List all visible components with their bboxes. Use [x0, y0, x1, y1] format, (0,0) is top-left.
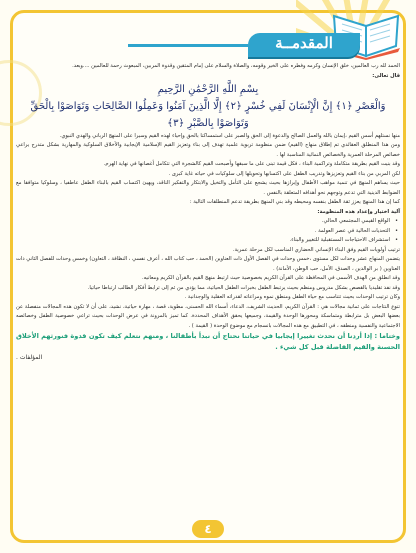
- paragraph: يتضمن المنهاج عشر وحدات لكل مستوى ،خمس وحدات في الفصل الأول ذات العناوين (الحمد ، حب كتاب الله ، أعرف نفسي ، النظافة ، التعاون) وخمس وحدات للفصل الثاني ذات العناوين ( بر الوالدين ، الصدق، الأمل، حب الوطن، الأمانة) .: [16, 256, 400, 272]
- title-underline: [128, 44, 248, 47]
- list-item: • استشراف الاحتياجات المستقبلية للتغيير والبناء.: [16, 236, 390, 246]
- paragraph: ترتيب أولويات القيم وفق البناء الإنساني الحضاري المناسب لكل مرحلة عمرية.: [232, 246, 400, 253]
- list-item: • الواقع القيمي المجتمعي الحالي.: [16, 217, 390, 227]
- basmala: بِسْمِ اللَّهِ الرَّحْمَٰنِ الرَّحِيمِ: [157, 84, 259, 95]
- main-text: [16, 62, 400, 363]
- paragraph: وقد انطلق من الهدف الأسمى في المحافظة على القرآن الكريم بخصوصية حيث ارتبط منهج القيم بالقرآن الكريم ومعانيه.: [141, 275, 400, 281]
- page-number: ٤: [192, 520, 224, 538]
- paragraph: كما إن هذا المنهج يعزز ثقة الطفل بنفسه ومحيطه وقد بني المنهج بطريقة تدعم المنطلقات التالية :: [189, 199, 400, 205]
- verse-intro: قال تعالى:: [372, 72, 400, 79]
- paragraph: منها نستلهم أسس القيم ،إيمان بالله والعمل الصالح والدعوة إلى الحق والصبر على استمساكنا بالحق وإحياء لهذه القيم وسيرا على المنهج الرباني والهدي النبوي.: [59, 132, 400, 139]
- list-item: • التحديات الحالية في عصر العولمة .: [16, 227, 390, 237]
- closing-statement: وختاما : إذا أردنا أن نحدث تغييرا إيجابيا في حياتنا نحتاج أن نبدأ بأطفالنا ، ومنهم نتعلم كيف تكون قدوة فنورثهم الأخلاق الحسنة والقيم الفاضلة قبل كل شيء .: [16, 332, 400, 351]
- page-title: المقدمــة: [275, 34, 333, 52]
- paragraph: وكان ترتيب الوحدات بحيث تتناسب مع حياة الطفل ومنطق نموه ومراعاته لقدراته العقلية والوجدانية .: [184, 294, 400, 300]
- paragraph: تنوع النتاجات على ثمانية مجالات هي : القرآن الكريم، الحديث الشريف، الدعاء، أسماء الله الحسنى، مطوية، قصة ، مهارة حياتية، نشيد، على أن لا تكون هذه المجالات منفصلة عن بعضها البعض بل مترابطة ومتماسكة ومحورها الوحدة والقيمة، وجميعها يحقق الأهداف المحددة. كما تميز بالمرونة في عرض الوحدات بحيث تراعي خصوصية الطفل وخصائصه الاجتماعية والنفسية ومنطقه ، في التطبيق مع هذه المجالات بانسجام مع موضوع الوحدة ( القيمة ) .: [16, 303, 400, 329]
- paragraph: وقد نفذ تقليديا بالقصص بشكل مدروس ومنظم بحيث يرتبط الطفل بخبرات الطفل الحياتية، مما يؤدي من ثم إلى ترابط أفكار الطالب ارتباطا حياتيا.: [87, 284, 400, 291]
- paragraph: حيث يساهم المنهج في تنمية مواهب الأطفال وإبرازها بحيث يشجع على التأمل والتخيل والابتكار والتفكير الناقد، ويهيئ اكتساب القيم بالبناء الطفل عاطفيا ، وسلوكيا متوافقا مع الضوابط الدينية التي تدعم وتوجهم نحو أهدافه المتعلقة بالنفس .: [16, 180, 400, 196]
- paragraph: وقد بنيت القيم بطريقة متكاملة وتراكمية البناء ، فكل قيمة تبنى على ما سبقها وأصبحت القيم كالشجرة التي تتكامل أغصانها في نهاية الهرم.: [103, 161, 400, 167]
- title-banner: [248, 33, 360, 57]
- intro-paragraph: الحمد لله رب العالمين، خلق الإنسان وكرمه وفطره على الخير وقومه، والصلاة والسلام على إمام المتقين وقدوة المربين، المبعوث رحمة للعالمين ....وبعد.: [72, 63, 400, 69]
- quran-verse: وَالْعَصْرِ ﴿١﴾ إِنَّ الْإِنْسَانَ لَفِي خُسْرٍ ﴿٢﴾ إِلَّا الَّذِينَ آمَنُوا وَعَمِلُوا الصَّالِحَاتِ وَتَوَاصَوْا بِالْحَقِّ وَتَوَاصَوْا بِالصَّبْرِ ﴿٣﴾: [30, 100, 386, 129]
- list-heading: آلية اختيار وإعداد هذه المنظومة:: [317, 208, 400, 215]
- paragraph: ومن هذا المنطلق العقائدي تم إطلاق منهاج (القيم) ضمن منظومة تربوية علمية تهدف إلى بناء وتعزيز القيم الإسلامية الإيجابية والأخلاق السلوكية والمهارية بشكل متدرج يراعي خصائص المرحلة العمرية والخصائص النمائية المناسبة لها .: [16, 142, 400, 158]
- paragraph: لكن المربي من بناء القيم وتعزيزها وتدريب الطفل على اكتسابها وتحويلها إلى سلوكيات في حياته غاية كبرى .: [168, 170, 400, 177]
- bullet-list: [16, 217, 400, 246]
- authors-signature: المؤلفات .: [16, 354, 43, 361]
